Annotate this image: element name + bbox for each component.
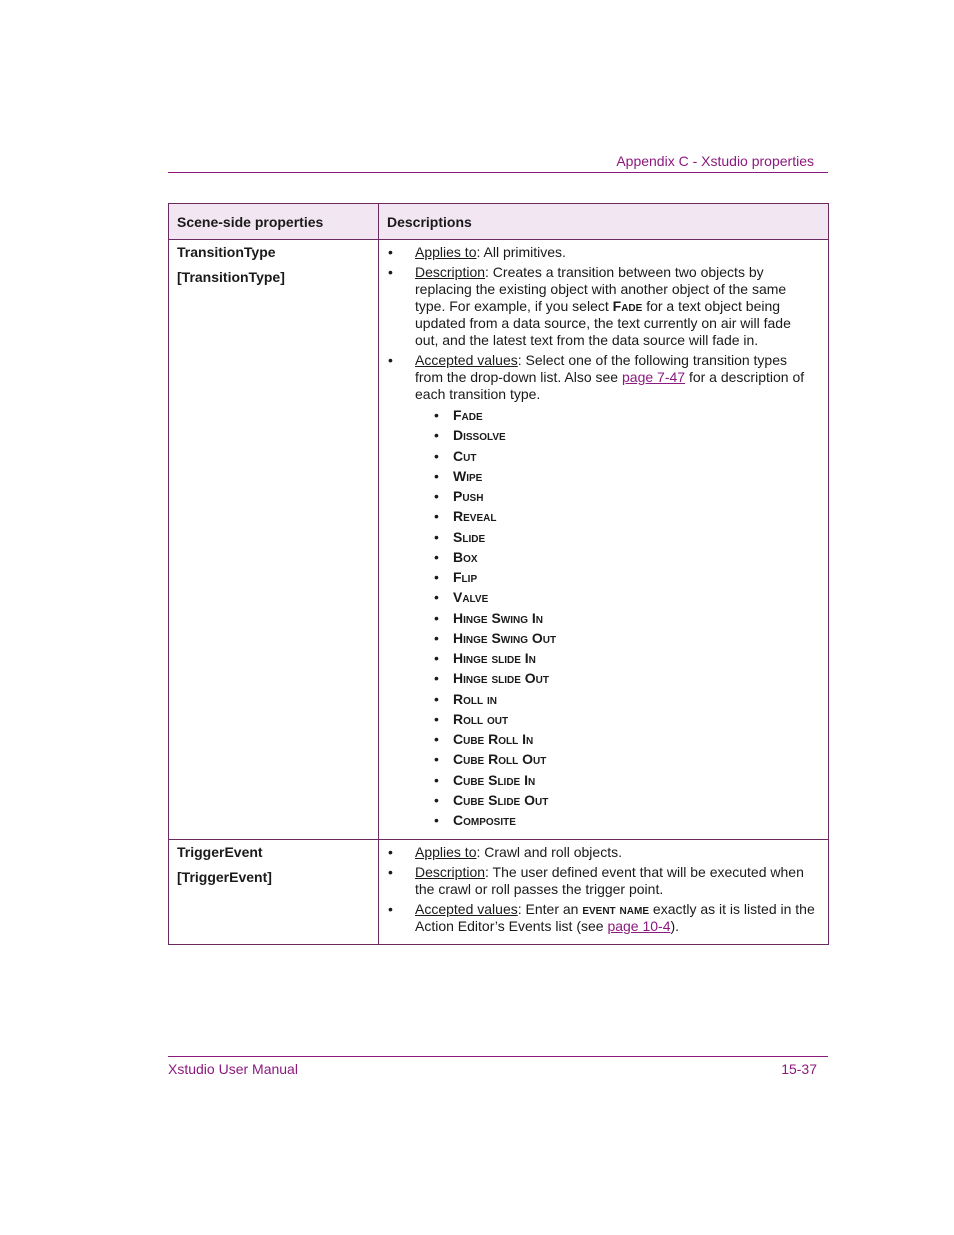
page-header (168, 153, 828, 173)
transition-type-item: • Roll in (415, 689, 818, 709)
page-link-10-4[interactable]: page 10-4 (607, 918, 671, 935)
applies-to-item (387, 844, 818, 861)
property-name: TransitionType (177, 244, 276, 260)
description-list (387, 244, 818, 830)
accepted-values-item (387, 352, 818, 830)
applies-to-label: Applies to (415, 844, 477, 861)
transition-type-item: • Wipe (415, 466, 818, 486)
transition-type-item: • Fade (415, 405, 818, 425)
property-name-cell (169, 840, 379, 945)
description-list (387, 844, 818, 935)
property-name-cell (169, 240, 379, 840)
header-title: Appendix C - Xstudio properties (616, 153, 814, 169)
footer-manual-title: Xstudio User Manual (168, 1061, 298, 1077)
transition-type-item: • Slide (415, 527, 818, 547)
description-label: Description (415, 264, 486, 280)
transition-type-item: • Hinge Swing In (415, 608, 818, 628)
transition-types-list (415, 405, 818, 830)
transition-type-item: • Flip (415, 567, 818, 587)
transition-type-item: • Cube Slide In (415, 770, 818, 790)
accepted-values-text-cont: for a description of each transition type. (415, 369, 805, 402)
description-text-cont: for a text object being updated from a data source, the text currently on air will fade out, and the latest text from the data source will fade in. (415, 298, 791, 348)
transition-type-item: • Reveal (415, 506, 818, 526)
transition-type-item: • Hinge Swing Out (415, 628, 818, 648)
accepted-values-label: Accepted values (415, 352, 518, 368)
applies-to-item (387, 244, 818, 261)
column-header-descriptions: Descriptions (379, 204, 829, 240)
description-text: : The user defined event that will be executed when the crawl or roll passes the trigger point. (415, 864, 804, 898)
table-row (169, 840, 829, 945)
accepted-values-item (387, 901, 818, 935)
transition-type-item: • Roll out (415, 709, 818, 729)
description-text: : Creates a transition between two objects by replacing the existing object with another object of the same type. For example, if you select (415, 264, 787, 314)
applies-to-text: : All primitives. (476, 244, 566, 260)
keyword-fade: Fade (612, 298, 643, 314)
applies-to-label: Applies to (415, 244, 477, 260)
table-header-row (169, 204, 829, 240)
property-tag: [TransitionType] (177, 269, 285, 285)
accepted-values-text-mid: exactly as it is listed in the Action Editor’s Events list (see (415, 901, 815, 935)
transition-type-item: • Cube Roll In (415, 729, 818, 749)
page-footer (168, 1056, 828, 1077)
transition-type-item: • Cube Roll Out (415, 749, 818, 769)
column-header-properties: Scene-side properties (169, 204, 379, 240)
property-tag: [TriggerEvent] (177, 869, 272, 886)
transition-type-item: • Valve (415, 587, 818, 607)
accepted-values-text: : Select one of the following transition types from the drop-down list. Also see (415, 352, 788, 385)
transition-type-item: • Composite (415, 810, 818, 830)
property-description-cell (379, 240, 829, 840)
footer-page-number: 15-37 (781, 1061, 817, 1077)
keyword-event-name: event name (582, 901, 650, 918)
description-item (387, 864, 818, 898)
page-link-7-47[interactable]: page 7-47 (622, 369, 686, 385)
transition-type-item: • Dissolve (415, 425, 818, 445)
transition-type-item: • Cube Slide Out (415, 790, 818, 810)
properties-table (168, 203, 829, 945)
transition-type-item: • Push (415, 486, 818, 506)
description-item (387, 264, 818, 349)
property-description-cell (379, 840, 829, 945)
transition-type-item: • Cut (415, 446, 818, 466)
description-label: Description (415, 864, 486, 881)
transition-type-item: • Box (415, 547, 818, 567)
applies-to-text: : Crawl and roll objects. (476, 844, 622, 861)
table-row (169, 240, 829, 840)
accepted-values-label: Accepted values (415, 901, 518, 918)
accepted-values-text: : Enter an (517, 901, 583, 918)
accepted-values-text-end: ). (670, 918, 680, 935)
transition-type-item: • Hinge slide Out (415, 668, 818, 688)
transition-type-item: • Hinge slide In (415, 648, 818, 668)
property-name: TriggerEvent (177, 844, 263, 861)
